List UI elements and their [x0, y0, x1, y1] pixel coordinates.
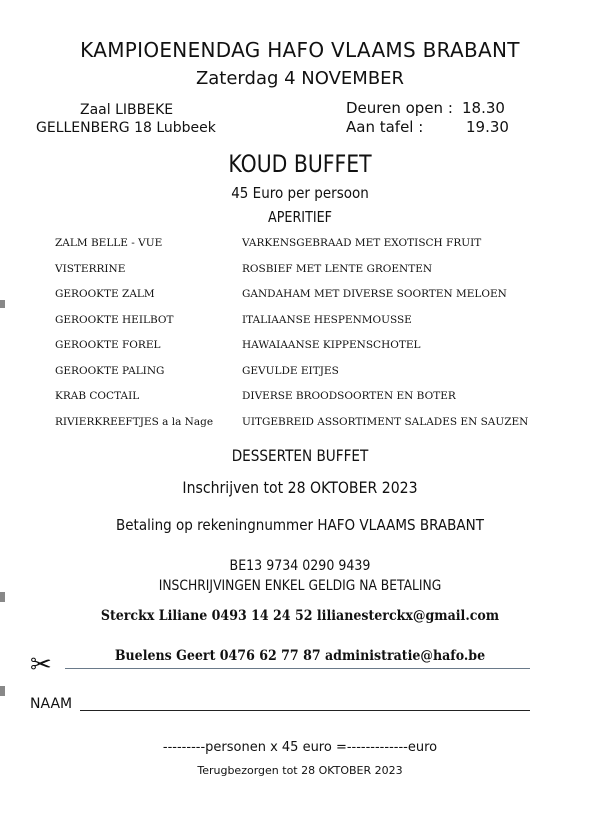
venue-name: Zaal LIBBEKE — [80, 102, 174, 118]
menu-right-column — [242, 236, 528, 440]
dessert-heading: DESSERTEN BUFFET — [231, 446, 369, 465]
scissors-icon: ✂ — [30, 650, 52, 680]
venue-address: GELLENBERG 18 Lubbeek — [36, 120, 216, 136]
menu-item: GEROOKTE ZALM — [55, 288, 155, 300]
menu-item: RIVIERKREEFTJES a la Nage — [55, 415, 214, 428]
aperitief-heading: APERITIEF — [267, 208, 333, 226]
menu-item: GEROOKTE PALING — [55, 364, 165, 377]
return-deadline: Terugbezorgen tot 28 OKTOBER 2023 — [197, 764, 403, 777]
payment-line: Betaling op rekeningnummer HAFO VLAAMS BRABANT — [115, 516, 485, 534]
scan-mark — [0, 300, 5, 308]
doors-label: Deuren open : — [346, 99, 453, 117]
menu-item: VARKENSGEBRAAD MET EXOTISCH FRUIT — [242, 237, 482, 249]
menu-item: GEVULDE EITJES — [242, 364, 339, 377]
event-title: KAMPIOENENDAG HAFO VLAAMS BRABANT — [80, 38, 520, 62]
menu-item: ITALIAANSE HESPENMOUSSE — [242, 313, 412, 326]
doors-time: 18.30 — [462, 99, 505, 117]
menu-item: GEROOKTE HEILBOT — [55, 313, 174, 326]
naam-field-line — [80, 710, 530, 711]
contact-sterckx: Sterckx Liliane 0493 14 24 52 lilianesterckx@gmail.com — [100, 608, 500, 624]
naam-label: NAAM — [30, 696, 73, 712]
table-label: Aan tafel : — [346, 118, 424, 136]
scan-mark — [0, 686, 5, 696]
buffet-title: KOUD BUFFET — [228, 150, 372, 178]
menu-item: DIVERSE BROODSOORTEN EN BOTER — [242, 390, 456, 402]
menu-item: ZALM BELLE - VUE — [55, 237, 163, 249]
payment-iban: BE13 9734 0290 9439 — [229, 558, 371, 574]
table-time: 19.30 — [466, 118, 509, 136]
persons-formula: ---------personen x 45 euro =-------------euro — [162, 740, 438, 755]
menu-item: VISTERRINE — [55, 262, 126, 275]
menu-item: ROSBIEF MET LENTE GROENTEN — [242, 262, 433, 275]
payment-note: INSCHRIJVINGEN ENKEL GELDIG NA BETALING — [158, 578, 442, 594]
cut-line — [65, 668, 530, 669]
menu-item: GEROOKTE FOREL — [55, 339, 161, 351]
menu-item: KRAB COCTAIL — [55, 390, 140, 402]
event-date: Zaterdag 4 NOVEMBER — [195, 68, 405, 89]
registration-deadline: Inschrijven tot 28 OKTOBER 2023 — [182, 478, 418, 497]
menu-item: HAWAIAANSE KIPPENSCHOTEL — [242, 339, 421, 351]
menu-item: GANDAHAM MET DIVERSE SOORTEN MELOEN — [242, 288, 507, 300]
contact-buelens: Buelens Geert 0476 62 77 87 administratie@hafo.be — [114, 648, 486, 664]
buffet-price: 45 Euro per persoon — [231, 184, 369, 202]
scan-mark — [0, 592, 5, 602]
menu-left-column — [55, 236, 213, 440]
menu-item: UITGEBREID ASSORTIMENT SALADES EN SAUZEN — [242, 415, 529, 428]
